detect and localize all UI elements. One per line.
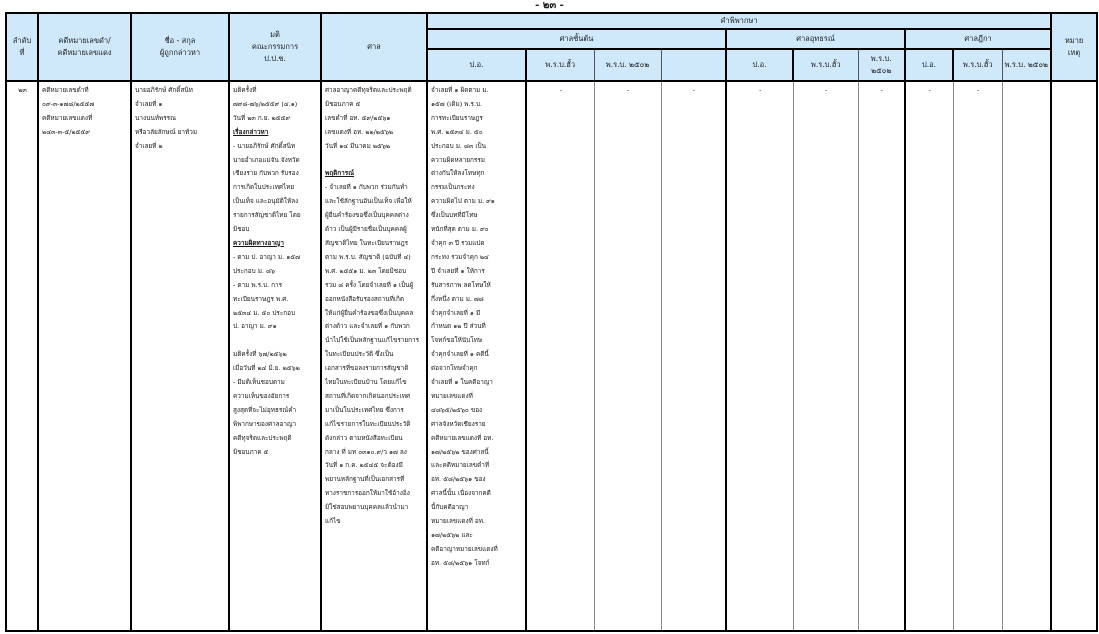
header-accused-line: ชื่อ - สกุล bbox=[164, 36, 196, 45]
offense-line: ๒๕๓๔ ม. ๕๐ ประกอบ bbox=[233, 308, 296, 317]
offense-heading: ความผิดทางอาญา bbox=[233, 238, 284, 247]
header-appeal-court: ศาลอุทธรณ์ bbox=[726, 29, 905, 49]
header-case-number bbox=[38, 13, 131, 81]
facts-line: ในทะเบียนประวัติ ซึ่งเป็น bbox=[325, 350, 394, 359]
row-resolution bbox=[229, 81, 321, 631]
facts-line: มาเป็นในประเทศไทย ซึ่งการ bbox=[325, 405, 404, 414]
offense-line: - ตาม ป. อาญา ม. ๑๕๗ bbox=[233, 252, 300, 261]
allegation-line: นายอำเภอแม่จัน จังหวัด bbox=[233, 155, 300, 164]
supreme-hua: - bbox=[953, 81, 1002, 631]
accused-line: นางนนท์พรรณ bbox=[135, 113, 177, 122]
header-resolution-line: ป.ป.ช. bbox=[264, 54, 286, 63]
judgment-line: ศาลจังหวัดเชียงราย bbox=[431, 419, 486, 428]
second-resolution-line: คดีทุจริตและประพฤติ bbox=[233, 433, 292, 442]
allegation-line: เชียงราย กับพวก รับรอง bbox=[233, 169, 299, 178]
header-case-line: คดีหมายเลขแดง bbox=[57, 48, 112, 57]
judgment-line: ต่อจากโทษจำคุก bbox=[431, 364, 478, 373]
second-resolution-line: มิชอบภาค ๕ bbox=[233, 447, 269, 456]
offense-line: ป. อาญา ม. ๙๑ bbox=[233, 322, 277, 331]
second-resolution-line: สูงสุดที่จะไม่อุทธรณ์คำ bbox=[233, 405, 297, 414]
judgment-line: ความผิดหลายกรรม bbox=[431, 155, 485, 164]
header-remarks-line: เหตุ bbox=[1067, 48, 1081, 57]
judgment-line: คดีหมายเลขแดงที่ อท. bbox=[431, 433, 494, 442]
header-remarks bbox=[1051, 13, 1097, 81]
allegation-line: มิชอบ bbox=[233, 225, 250, 234]
second-resolution-line: เมื่อวันที่ ๒๔ มิ.ย. ๒๕๖๒ bbox=[233, 364, 300, 373]
supreme-2502 bbox=[1002, 81, 1051, 631]
judgment-line: อท. ๕๘/๒๕๖๑ ของ bbox=[431, 475, 486, 484]
case-line: คดีหมายเลขแดงที่ bbox=[42, 113, 93, 122]
header-resolution-line: คณะกรรมการ bbox=[251, 42, 299, 51]
judgment-line: หมายเลขแดงที่ อท. bbox=[431, 517, 485, 526]
facts-line: กลาง ที่ มท ๐๓๑๐.๙/ว ๑๗ ลง bbox=[325, 447, 407, 456]
resolution-line: มติครั้งที่ bbox=[233, 86, 257, 94]
resolution-line: วันที่ ๒๓ ก.ย. ๒๕๕๙ bbox=[233, 113, 291, 122]
facts-line: สถานที่เกิดจากเกิดนอกประเทศ bbox=[325, 391, 411, 400]
appeal-po: - bbox=[726, 81, 793, 631]
header-first-2502: พ.ร.บ. ๒๕๐๒ bbox=[594, 49, 661, 81]
first-instance-extra: - bbox=[661, 81, 726, 631]
second-resolution-line: - มีมติเห็นชอบตาม bbox=[233, 378, 285, 387]
facts-line: แก้ไขรายการในทะเบียนประวัติ bbox=[325, 419, 411, 428]
judgment-line: กำหนด ๑๒ ปี ส่วนที่ bbox=[431, 322, 486, 331]
facts-line: มิใช่สอบพยานบุคคลแล้วนำมา bbox=[325, 503, 409, 512]
header-accused bbox=[131, 13, 229, 81]
judgment-line: จำเลยที่ ๑ ในคดีอาญา bbox=[431, 378, 493, 387]
judgment-line: คดีอาญาหมายเลขแดงที่ bbox=[431, 544, 498, 553]
header-supreme-court: ศาลฎีกา bbox=[905, 29, 1051, 49]
facts-line: นำไปใช้เป็นหลักฐานแก้ไขรายการ bbox=[325, 336, 420, 345]
facts-line: แก้ไข bbox=[325, 517, 341, 526]
facts-line: ด้าว เป็นผู้มีรายชื่อเป็นบุคคลผู้ bbox=[325, 225, 407, 234]
header-first-po: ป.อ. bbox=[427, 49, 526, 81]
facts-line: ทางราชการออกให้มาใช้อ้างอิง bbox=[325, 489, 410, 498]
header-case-line: คดีหมายเลขดำ/ bbox=[58, 36, 111, 45]
row-order: ๒๓ bbox=[6, 81, 38, 631]
header-supreme-hua: พ.ร.บ.ฮั้ว bbox=[953, 49, 1002, 81]
judgment-line: จำคุกจำเลยที่ ๑ คดีนี้ bbox=[431, 350, 489, 359]
row-case-number bbox=[38, 81, 131, 631]
court-line: ศาลอาญาคดีทุจริตและประพฤติ bbox=[325, 86, 412, 94]
judgment-line: ๑๕๗ (เดิม) พ.ร.บ. bbox=[431, 99, 483, 108]
facts-line: เอกสารที่ขอลงรายการสัญชาติ bbox=[325, 364, 409, 373]
case-line: คดีหมายเลขดำที่ bbox=[42, 86, 89, 94]
court-line: เลขดำที่ อท. ๕๙/๒๕๖๑ bbox=[325, 113, 391, 122]
allegation-line: เป็นเท็จ และอนุมัติให้ลง bbox=[233, 197, 299, 206]
facts-line: - จำเลยที่ ๑ กับพวก ร่วมกันทำ bbox=[325, 183, 408, 192]
judgment-line: หนักที่สุด ตาม ม. ๙๐ bbox=[431, 225, 489, 234]
offense-line: ประกอบ ม. ๘๖ bbox=[233, 266, 275, 275]
spacer bbox=[233, 334, 318, 348]
header-remarks-line: หมาย bbox=[1064, 36, 1084, 45]
header-court: ศาล bbox=[321, 13, 427, 81]
offense-line: - ตาม พ.ร.บ. การ bbox=[233, 280, 283, 289]
judgment-line: อท. ๕๘/๒๕๖๑ โจทก์ bbox=[431, 558, 490, 567]
allegation-line: รายการสัญชาติไทย โดย bbox=[233, 211, 301, 220]
judgment-line: การทะเบียนราษฎร bbox=[431, 113, 483, 122]
case-line: ๐๙-๓-๑๗๘/๒๕๕๗ bbox=[42, 99, 95, 108]
judgment-line: ต่างกันให้ลงโทษทุก bbox=[431, 169, 485, 178]
judgment-line: ประกอบ ม. ๘๓ เป็น bbox=[431, 141, 486, 150]
header-supreme-po: ป.อ. bbox=[905, 49, 953, 81]
judgment-line: กึ่งหนึ่ง ตาม ม. ๗๘ bbox=[431, 294, 484, 303]
spacer bbox=[325, 154, 424, 168]
court-line: เลขแดงที่ อท. ๒๒/๒๕๖๒ bbox=[325, 127, 394, 136]
facts-line: ไทยในทะเบียนบ้าน โดยแก้ไข bbox=[325, 378, 407, 387]
facts-line: สัญชาติไทย ในทะเบียนราษฎร bbox=[325, 238, 409, 247]
judgment-line: และคดีหมายเลขดำที่ bbox=[431, 461, 490, 470]
facts-line: ออกหนังสือรับรองสถานที่เกิด bbox=[325, 294, 405, 303]
header-order-line: ที่ bbox=[19, 48, 25, 57]
first-instance-hua: - bbox=[526, 81, 594, 631]
resolution-line: ๗๙๘-๗๖/๒๕๕๙ (๔.๑) bbox=[233, 99, 298, 108]
judgment-line: จำคุก ๓ ปี รวมแปด bbox=[431, 238, 485, 247]
appeal-2502: - bbox=[858, 81, 905, 631]
facts-line: ให้แก่ผู้ยื่นคำร้องขอซึ่งเป็นบุคคล bbox=[325, 308, 414, 317]
judgment-line: ความผิดไป ตาม ม. ๙๑ bbox=[431, 197, 495, 206]
allegation-heading: เรื่องกล่าวหา bbox=[233, 127, 269, 136]
case-table bbox=[5, 12, 1098, 632]
judgment-line: พ.ศ. ๒๕๓๔ ม. ๕๐ bbox=[431, 127, 483, 136]
header-supreme-2502: พ.ร.บ. ๒๕๐๒ bbox=[1002, 49, 1051, 81]
second-resolution-line: ความเห็นของอัยการ bbox=[233, 391, 290, 400]
allegation-line: - นายอภิรักษ์ ศักดิ์สนิท bbox=[233, 141, 296, 150]
case-line: ๒๔๓-๓-๕/๒๕๕๙ bbox=[42, 127, 90, 136]
header-first-extra bbox=[661, 49, 726, 81]
judgment-line: หมายเลขแดงที่ bbox=[431, 391, 473, 400]
facts-line: ต่างด้าว และจำเลยที่ ๑ กับพวก bbox=[325, 322, 410, 331]
accused-line: นายอภิรักษ์ ศักดิ์สนิท bbox=[135, 86, 193, 94]
header-accused-line: ผู้ถูกกล่าวหา bbox=[159, 48, 201, 57]
appeal-hua: - bbox=[793, 81, 858, 631]
accused-line: จำเลยที่ ๑ bbox=[135, 99, 163, 108]
offense-line: ทะเบียนราษฎร พ.ศ. bbox=[233, 294, 289, 303]
court-line: วันที่ ๑๔ มีนาคม ๒๕๖๒ bbox=[325, 141, 391, 150]
header-order-line: ลำดับ bbox=[12, 36, 32, 45]
row-court bbox=[321, 81, 427, 631]
judgment-line: จำเลยที่ ๑ ผิดตาม ม. bbox=[431, 86, 489, 94]
facts-line: พ.ศ. ๒๕๕๑ ม. ๒๓ โดยมิชอบ bbox=[325, 266, 406, 275]
header-appeal-po: ป.อ. bbox=[726, 49, 793, 81]
judgment-line: รับสารภาพ ลดโทษให้ bbox=[431, 280, 491, 289]
facts-line: พยานหลักฐานที่เป็นเอกสารที่ bbox=[325, 475, 405, 484]
header-resolution bbox=[229, 13, 321, 81]
judgment-line: ซึ่งเป็นบทที่มีโทษ bbox=[431, 211, 478, 220]
judgment-line: จำคุกจำเลยที่ ๑ มี bbox=[431, 308, 481, 317]
judgment-line: ศาลนี้นั้น เนื่องจากคดี bbox=[431, 489, 491, 498]
judgment-line: กระทง รวมจำคุก ๒๔ bbox=[431, 252, 489, 261]
accused-line: จำเลยที่ ๒ bbox=[135, 141, 163, 150]
page-number: - ๒๓ - bbox=[535, 0, 564, 11]
row-accused bbox=[131, 81, 229, 631]
judgment-line: กรรมเป็นกระทง bbox=[431, 183, 475, 192]
judgment-line: ๑๗/๒๕๖๒ ของศาลนี้ bbox=[431, 447, 489, 456]
header-appeal-2502: พ.ร.บ. ๒๕๐๒ bbox=[858, 49, 905, 81]
header-first-hua: พ.ร.บ.ฮั้ว bbox=[526, 49, 594, 81]
second-resolution-line: มติครั้งที่ ๖๗/๒๕๖๒ bbox=[233, 350, 287, 359]
judgment-line: ปี จำเลยที่ ๑ ให้การ bbox=[431, 266, 485, 275]
facts-line: และใช้ลักฐานอันเป็นเท็จ เพื่อให้ bbox=[325, 197, 412, 206]
header-resolution-line: มติ bbox=[270, 30, 280, 39]
judgment-line: โจทก์ขอให้นับโทษ bbox=[431, 336, 483, 345]
supreme-po: - bbox=[905, 81, 953, 631]
judgment-line: นี้กับคดีอาญา bbox=[431, 503, 469, 512]
facts-line: ตาม พ.ร.บ. สัญชาติ (ฉบับที่ ๔) bbox=[325, 252, 411, 261]
facts-line: ผู้ยื่นคำร้องขอซึ่งเป็นบุคคลต่าง bbox=[325, 211, 409, 220]
header-order bbox=[6, 13, 38, 81]
judgment-line: ๑๗/๒๕๖๒ และ bbox=[431, 531, 473, 539]
allegation-line: การเกิดในประเทศไทย bbox=[233, 183, 295, 192]
header-appeal-hua: พ.ร.บ.ฮั้ว bbox=[793, 49, 858, 81]
second-resolution-line: พิพากษาของศาลอาญา bbox=[233, 419, 297, 428]
row-remarks bbox=[1051, 81, 1097, 631]
court-line: มิชอบภาค ๕ bbox=[325, 99, 361, 108]
judgment-line: ๔๘๖๕/๒๕๖๐ ของ bbox=[431, 405, 483, 414]
facts-heading: พฤติการณ์ bbox=[325, 169, 355, 178]
header-first-instance-court: ศาลชั้นต้น bbox=[427, 29, 726, 49]
facts-line: รวม ๘ ครั้ง โดยจำเลยที่ ๑ เป็นผู้ bbox=[325, 280, 414, 289]
header-judgment: คำพิพากษา bbox=[427, 13, 1051, 29]
facts-line: วันที่ ๑ ก.ค. ๒๕๔๕ จะต้องมี bbox=[325, 461, 403, 470]
facts-line: ดังกล่าว ตามหนังสือทะเบียน bbox=[325, 433, 403, 442]
row-first-instance-po bbox=[427, 81, 526, 631]
table-row bbox=[6, 81, 1097, 631]
accused-line: หรือวลัยลักษณ์ ยาท้วม bbox=[135, 127, 198, 136]
first-instance-2502: - bbox=[594, 81, 661, 631]
